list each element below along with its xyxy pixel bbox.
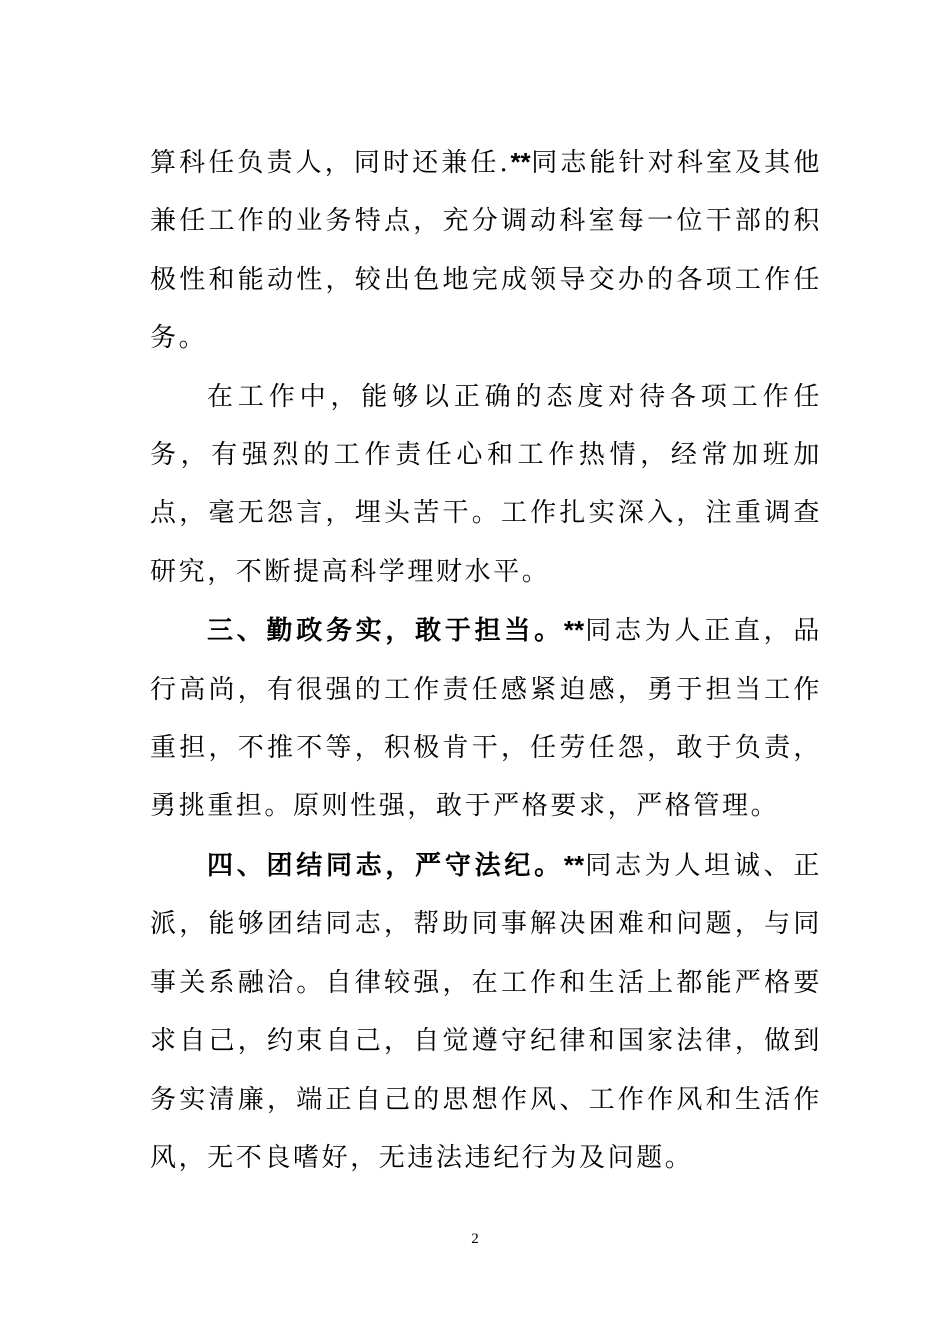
- paragraph-1-run-1: 算科任负责人，同时还兼任.: [150, 148, 511, 178]
- section-heading-three: 三、勤政务实，敢于担当。: [207, 616, 564, 647]
- paragraph-1-mark: **: [510, 147, 531, 177]
- paragraph-4-run-3: 同志为人坦诚、正派，能够团结同志，帮助同事解决困难和问题，与同事关系融洽。自律较强，在工作和生活上都能严格要求自己，约束自己，自觉遵守纪律和国家法律，做到务实清廉，端正自己的思想作风、工作作风和生活作风，无不良嗜好，无违法违纪行为及问题。: [150, 850, 822, 1173]
- body-text: [150, 133, 822, 1187]
- paragraph-3-mark: **: [563, 615, 585, 646]
- paragraph-4-mark: **: [563, 849, 585, 880]
- paragraph-1: [150, 133, 822, 368]
- page-number: 2: [471, 1231, 479, 1247]
- paragraph-4: [150, 836, 822, 1187]
- section-heading-four: 四、团结同志，严守法纪。: [207, 850, 564, 881]
- paragraph-3: [150, 601, 822, 836]
- paragraph-2-run-1: 在工作中，能够以正确的态度对待各项工作任务，有强烈的工作责任心和工作热情，经常加班加点，毫无怨言，埋头苦干。工作扎实深入，注重调查研究，不断提高科学理财水平。: [150, 381, 822, 587]
- paragraph-3-run-3: 同志为人正直，品行高尚，有很强的工作责任感紧迫感，勇于担当工作重担，不推不等，积极肯干，任劳任怨，敢于负责，勇挑重担。原则性强，敢于严格要求，严格管理。: [150, 616, 822, 822]
- paragraph-2: [150, 368, 822, 602]
- paragraph-1-run-3: 同志能针对科室及其他兼任工作的业务特点，充分调动科室每一位干部的积极性和能动性，较出色地完成领导交办的各项工作任务。: [150, 148, 822, 354]
